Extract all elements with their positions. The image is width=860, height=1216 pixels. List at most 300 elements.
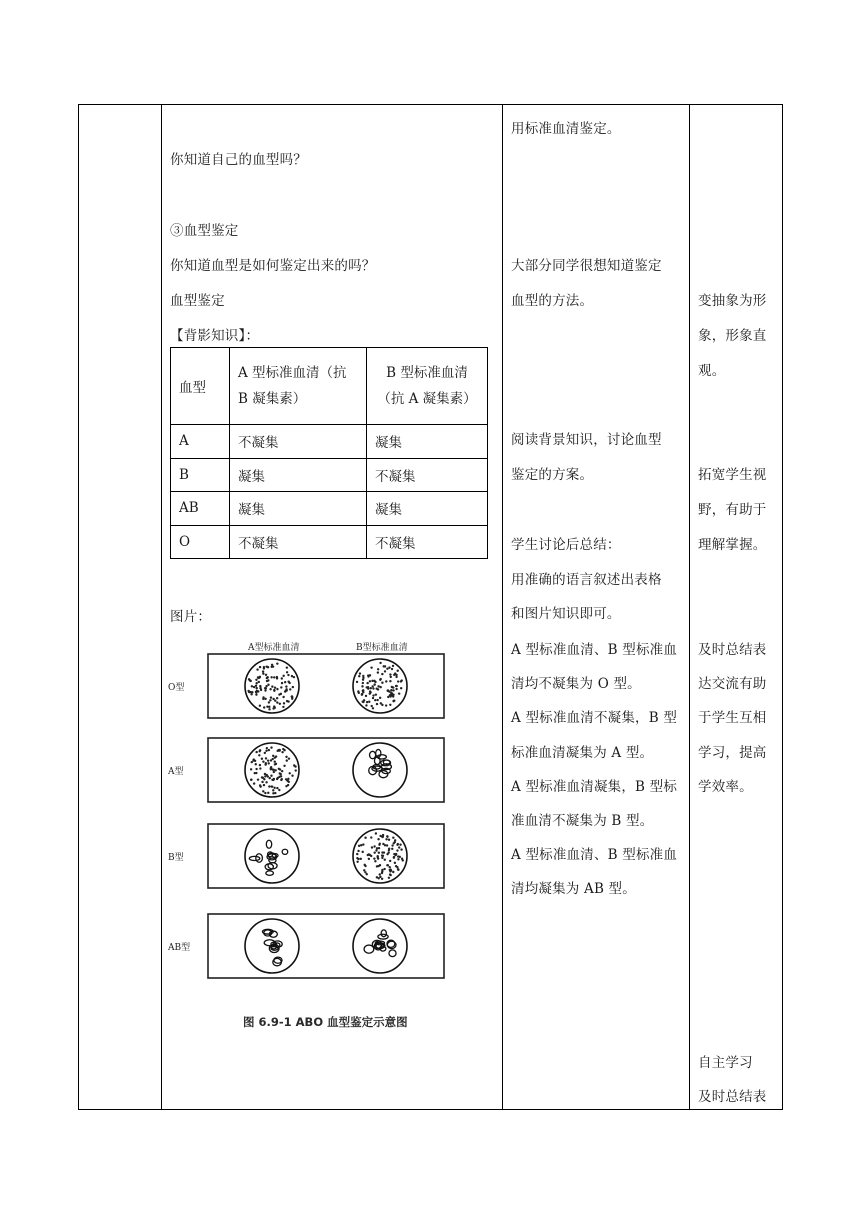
section-title: ③血型鉴定: [170, 223, 239, 239]
red-cell-dot: [389, 868, 391, 870]
red-cell-dot: [381, 872, 383, 874]
red-cell-dot: [253, 782, 255, 784]
red-cell-dot: [255, 751, 257, 753]
red-cell-dot: [269, 688, 271, 690]
red-cell-dot: [274, 760, 276, 762]
red-cell-dot: [386, 844, 388, 846]
red-cell-dot: [379, 697, 381, 699]
table-cell: 凝集: [367, 492, 488, 526]
table-cell: 凝集: [230, 492, 367, 526]
red-cell-dot: [366, 682, 368, 684]
question-own-blood-type: 你知道自己的血型吗？: [170, 152, 307, 168]
table-header-row: [171, 348, 488, 425]
red-cell-dot: [255, 685, 257, 687]
red-cell-dot: [364, 865, 366, 867]
red-cell-dot: [259, 784, 261, 786]
red-cell-dot: [382, 855, 384, 857]
red-cell-dot: [395, 685, 397, 687]
table-cell: 凝集: [230, 458, 367, 492]
red-cell-dot: [378, 851, 380, 853]
red-cell-dot: [265, 674, 267, 676]
red-cell-dot: [266, 747, 268, 749]
red-cell-dot: [396, 844, 398, 846]
red-cell-dot: [278, 789, 280, 791]
red-cell-dot: [270, 775, 272, 777]
red-cell-dot: [385, 838, 387, 840]
table-cell: AB: [171, 492, 230, 526]
red-cell-dot: [247, 690, 249, 692]
red-cell-dot: [276, 688, 278, 690]
red-cell-dot: [289, 772, 291, 774]
red-cell-dot: [356, 853, 358, 855]
red-cell-dot: [261, 781, 263, 783]
red-cell-dot: [270, 759, 272, 761]
red-cell-dot: [375, 832, 377, 834]
table-row: [171, 525, 488, 559]
background-heading: 【背影知识】：: [170, 328, 260, 344]
red-cell-dot: [375, 849, 377, 851]
red-cell-dot: [400, 687, 402, 689]
red-cell-dot: [286, 666, 288, 668]
red-cell-dot: [379, 876, 381, 878]
red-cell-dot: [264, 689, 266, 691]
red-cell-dot: [283, 702, 285, 704]
red-cell-dot: [273, 705, 275, 707]
red-cell-dot: [278, 776, 280, 778]
red-cell-dot: [389, 680, 391, 682]
red-cell-dot: [253, 686, 255, 688]
red-cell-dot: [272, 698, 274, 700]
red-cell-dot: [371, 705, 373, 707]
red-cell-dot: [274, 756, 276, 758]
picture-label: 图片：: [170, 609, 212, 625]
red-cell-dot: [274, 792, 276, 794]
red-cell-dot: [259, 676, 261, 678]
header-cell: 血型: [171, 348, 230, 425]
red-cell-dot: [390, 676, 392, 678]
red-cell-dot: [377, 671, 379, 673]
header-text: （抗 A 凝集素）: [377, 391, 477, 407]
red-cell-dot: [381, 682, 383, 684]
red-cell-dot: [287, 680, 289, 682]
red-cell-dot: [367, 674, 369, 676]
red-cell-dot: [276, 778, 278, 780]
red-cell-dot: [377, 668, 379, 670]
red-cell-dot: [265, 750, 267, 752]
red-cell-dot: [276, 662, 278, 664]
red-cell-dot: [367, 687, 369, 689]
intent-text: 变抽象为形: [698, 293, 767, 309]
red-cell-dot: [367, 854, 369, 856]
red-cell-dot: [254, 760, 256, 762]
red-cell-dot: [250, 779, 252, 781]
red-cell-dot: [376, 855, 378, 857]
red-cell-dot: [378, 844, 380, 846]
red-cell-dot: [251, 685, 253, 687]
red-cell-dot: [388, 877, 390, 879]
red-cell-dot: [280, 686, 282, 688]
red-cell-dot: [386, 668, 388, 670]
red-cell-dot: [281, 778, 283, 780]
red-cell-dot: [255, 679, 257, 681]
figure-caption: 图 6.9-1 ABO 血型鉴定示意图: [243, 1015, 408, 1029]
red-cell-dot: [392, 689, 394, 691]
table-cell: 不凝集: [367, 525, 488, 559]
red-cell-dot: [281, 677, 283, 679]
red-cell-dot: [381, 878, 383, 880]
red-cell-dot: [392, 665, 394, 667]
red-cell-dot: [291, 675, 293, 677]
red-cell-dot: [264, 792, 266, 794]
red-cell-dot: [282, 675, 284, 677]
red-cell-dot: [361, 693, 363, 695]
red-cell-dot: [292, 686, 294, 688]
red-cell-dot: [388, 848, 390, 850]
red-cell-dot: [256, 668, 258, 670]
red-cell-dot: [263, 778, 265, 780]
red-cell-dot: [395, 688, 397, 690]
red-cell-dot: [382, 834, 384, 836]
red-cell-dot: [376, 847, 378, 849]
red-cell-dot: [262, 698, 264, 700]
red-cell-dot: [273, 778, 275, 780]
red-cell-dot: [373, 851, 375, 853]
red-cell-dot: [251, 691, 253, 693]
red-cell-dot: [295, 769, 297, 771]
red-cell-dot: [255, 768, 257, 770]
red-cell-dot: [265, 685, 267, 687]
slide-frame: [208, 824, 444, 888]
red-cell-dot: [371, 685, 373, 687]
red-cell-dot: [396, 849, 398, 851]
agglutination-table: [170, 347, 488, 559]
activity-text: 用准确的语言叙述出表格: [511, 572, 662, 588]
red-cell-dot: [278, 768, 280, 770]
red-cell-dot: [261, 758, 263, 760]
red-cell-dot: [385, 680, 387, 682]
red-cell-dot: [391, 668, 393, 670]
red-cell-dot: [273, 676, 275, 678]
red-cell-dot: [288, 757, 290, 759]
red-cell-dot: [397, 869, 399, 871]
red-cell-dot: [268, 706, 270, 708]
red-cell-dot: [370, 836, 372, 838]
red-cell-dot: [276, 701, 278, 703]
red-cell-dot: [378, 847, 380, 849]
red-cell-dot: [267, 684, 269, 686]
activity-text: 阅读背景知识，讨论血型: [511, 432, 662, 448]
red-cell-dot: [363, 699, 365, 701]
red-cell-dot: [385, 704, 387, 706]
red-cell-dot: [392, 694, 394, 696]
serum-drop: [353, 659, 407, 713]
red-cell-dot: [379, 873, 381, 875]
red-cell-dot: [273, 787, 275, 789]
red-cell-dot: [359, 672, 361, 674]
red-cell-dot: [370, 855, 372, 857]
red-cell-dot: [268, 749, 270, 751]
red-cell-dot: [401, 858, 403, 860]
red-cell-dot: [356, 857, 358, 859]
red-cell-dot: [388, 839, 390, 841]
activity-text: 学生讨论后总结：: [511, 537, 621, 553]
red-cell-dot: [276, 676, 278, 678]
red-cell-dot: [387, 689, 389, 691]
red-cell-dot: [364, 871, 366, 873]
red-cell-dot: [389, 866, 391, 868]
slide-frame: [208, 738, 444, 802]
table-row: [171, 425, 488, 459]
abo-typing-figure: [160, 632, 500, 1032]
red-cell-dot: [391, 844, 393, 846]
slide-row-label: AB型: [168, 943, 191, 953]
red-cell-dot: [389, 673, 391, 675]
red-cell-dot: [257, 778, 259, 780]
red-cell-dot: [389, 704, 391, 706]
serum-drop: [353, 919, 407, 973]
red-cell-dot: [386, 853, 388, 855]
red-cell-dot: [285, 785, 287, 787]
intent-text: 野，有助于: [698, 502, 767, 518]
intent-text: 拓宽学生视: [698, 467, 767, 483]
red-cell-dot: [387, 696, 389, 698]
header-text: A 型标准血清（抗: [238, 365, 347, 381]
red-cell-dot: [264, 773, 266, 775]
red-cell-dot: [263, 784, 265, 786]
red-cell-dot: [390, 689, 392, 691]
activity-text: 准血清不凝集为 B 型。: [511, 813, 654, 829]
header-cell: [367, 348, 488, 425]
red-cell-dot: [358, 675, 360, 677]
red-cell-dot: [392, 871, 394, 873]
red-cell-dot: [369, 690, 371, 692]
red-cell-dot: [288, 781, 290, 783]
red-cell-dot: [285, 688, 287, 690]
red-cell-dot: [267, 759, 269, 761]
red-cell-dot: [370, 687, 372, 689]
red-cell-dot: [257, 690, 259, 692]
red-cell-dot: [375, 693, 377, 695]
red-cell-dot: [377, 865, 379, 867]
intent-text: 达交流有助: [698, 676, 767, 692]
red-cell-dot: [272, 789, 274, 791]
red-cell-dot: [255, 763, 257, 765]
red-cell-dot: [283, 765, 285, 767]
red-cell-dot: [357, 850, 359, 852]
red-cell-dot: [269, 777, 271, 779]
red-cell-dot: [267, 775, 269, 777]
red-cell-dot: [368, 858, 370, 860]
table-cell: O: [171, 525, 230, 559]
red-cell-dot: [392, 837, 394, 839]
red-cell-dot: [273, 771, 275, 773]
red-cell-dot: [258, 750, 260, 752]
red-cell-dot: [365, 704, 367, 706]
red-cell-dot: [383, 868, 385, 870]
red-cell-dot: [279, 772, 281, 774]
red-cell-dot: [272, 755, 274, 757]
red-cell-dot: [259, 666, 261, 668]
activity-text: 和图片知识即可。: [511, 606, 621, 622]
table-cell: 凝集: [367, 425, 488, 459]
slide-row-label: O型: [168, 683, 185, 693]
red-cell-dot: [283, 749, 285, 751]
red-cell-dot: [389, 860, 391, 862]
red-cell-dot: [382, 843, 384, 845]
red-cell-dot: [262, 790, 264, 792]
red-cell-dot: [398, 846, 400, 848]
red-cell-dot: [380, 702, 382, 704]
activity-text: A 型标准血清、B 型标准血: [511, 847, 678, 863]
red-cell-dot: [278, 693, 280, 695]
red-cell-dot: [265, 757, 267, 759]
figure-col-b-label: B型标准血清: [356, 643, 408, 653]
column-divider: [689, 105, 690, 1109]
intent-text: 学习，提高: [698, 745, 767, 761]
slide-row-label: B型: [168, 853, 184, 863]
red-cell-dot: [356, 681, 358, 683]
red-cell-dot: [400, 680, 402, 682]
red-cell-dot: [274, 763, 276, 765]
red-cell-dot: [263, 706, 265, 708]
red-cell-dot: [255, 682, 257, 684]
red-cell-dot: [281, 770, 283, 772]
red-cell-dot: [258, 681, 260, 683]
red-cell-dot: [362, 691, 364, 693]
red-cell-dot: [281, 751, 283, 753]
red-cell-dot: [399, 843, 401, 845]
red-cell-dot: [250, 768, 252, 770]
table-cell: 不凝集: [230, 525, 367, 559]
red-cell-dot: [397, 680, 399, 682]
red-cell-dot: [396, 866, 398, 868]
red-cell-dot: [399, 856, 401, 858]
red-cell-dot: [291, 695, 293, 697]
red-cell-dot: [381, 851, 383, 853]
red-cell-dot: [394, 862, 396, 864]
red-cell-dot: [372, 707, 374, 709]
red-cell-dot: [282, 706, 284, 708]
red-cell-dot: [270, 676, 272, 678]
red-cell-dot: [291, 698, 293, 700]
red-cell-dot: [369, 680, 371, 682]
red-cell-dot: [366, 701, 368, 703]
red-cell-dot: [250, 693, 252, 695]
red-cell-dot: [374, 860, 376, 862]
red-cell-dot: [267, 666, 269, 668]
red-cell-dot: [357, 690, 359, 692]
activity-text: 大部分同学很想知道鉴定: [511, 258, 662, 274]
red-cell-dot: [285, 685, 287, 687]
red-cell-dot: [261, 776, 263, 778]
slide-row-label: A型: [168, 767, 184, 777]
red-cell-dot: [379, 662, 381, 664]
intent-text: 象，形象直: [698, 328, 767, 344]
red-cell-dot: [268, 762, 270, 764]
red-cell-dot: [392, 700, 394, 702]
red-cell-dot: [264, 775, 266, 777]
red-cell-dot: [285, 756, 287, 758]
red-cell-dot: [397, 858, 399, 860]
red-cell-dot: [391, 686, 393, 688]
red-cell-dot: [286, 671, 288, 673]
red-cell-dot: [360, 844, 362, 846]
red-cell-dot: [287, 778, 289, 780]
red-cell-dot: [362, 677, 364, 679]
red-cell-dot: [270, 666, 272, 668]
red-cell-dot: [271, 785, 273, 787]
red-cell-dot: [274, 699, 276, 701]
intent-text: 于学生互相: [698, 710, 767, 726]
red-cell-dot: [269, 699, 271, 701]
red-cell-dot: [281, 682, 283, 684]
red-cell-dot: [372, 694, 374, 696]
red-cell-dot: [370, 666, 372, 668]
red-cell-dot: [383, 665, 385, 667]
red-cell-dot: [373, 857, 375, 859]
red-cell-dot: [377, 838, 379, 840]
red-cell-dot: [386, 836, 388, 838]
intent-text: 观。: [698, 363, 726, 379]
red-cell-dot: [268, 701, 270, 703]
intent-text: 及时总结表: [698, 1089, 767, 1105]
activity-text: 标准血清凝集为 A 型。: [511, 745, 654, 761]
red-cell-dot: [262, 673, 264, 675]
red-cell-dot: [287, 674, 289, 676]
red-cell-dot: [379, 686, 381, 688]
red-cell-dot: [248, 678, 250, 680]
red-cell-dot: [276, 787, 278, 789]
activity-text: 清均不凝集为 O 型。: [511, 676, 641, 692]
red-cell-dot: [282, 696, 284, 698]
red-cell-dot: [259, 687, 261, 689]
red-cell-dot: [259, 705, 261, 707]
red-cell-dot: [384, 670, 386, 672]
red-cell-dot: [258, 754, 260, 756]
red-cell-dot: [391, 848, 393, 850]
red-cell-dot: [255, 687, 257, 689]
red-cell-dot: [271, 685, 273, 687]
red-cell-dot: [270, 746, 272, 748]
red-cell-dot: [364, 837, 366, 839]
red-cell-dot: [393, 857, 395, 859]
red-cell-dot: [373, 845, 375, 847]
red-cell-dot: [362, 843, 364, 845]
figure-col-a-label: A型标准血清: [248, 643, 300, 653]
red-cell-dot: [268, 785, 270, 787]
red-cell-dot: [374, 681, 376, 683]
red-cell-dot: [368, 701, 370, 703]
red-cell-dot: [362, 851, 364, 853]
red-cell-dot: [255, 693, 257, 695]
red-cell-dot: [271, 664, 273, 666]
red-cell-dot: [276, 697, 278, 699]
red-cell-dot: [386, 864, 388, 866]
red-cell-dot: [273, 689, 275, 691]
red-cell-dot: [356, 861, 358, 863]
activity-text: A 型标准血清凝集，B 型标: [511, 779, 678, 795]
red-cell-dot: [265, 687, 267, 689]
intent-text: 理解掌握。: [698, 537, 767, 553]
red-cell-dot: [366, 873, 368, 875]
red-cell-dot: [365, 695, 367, 697]
red-cell-dot: [376, 703, 378, 705]
red-cell-dot: [394, 841, 396, 843]
table-cell: 不凝集: [230, 425, 367, 459]
red-cell-dot: [398, 692, 400, 694]
table-cell: B: [171, 458, 230, 492]
red-cell-dot: [259, 764, 261, 766]
